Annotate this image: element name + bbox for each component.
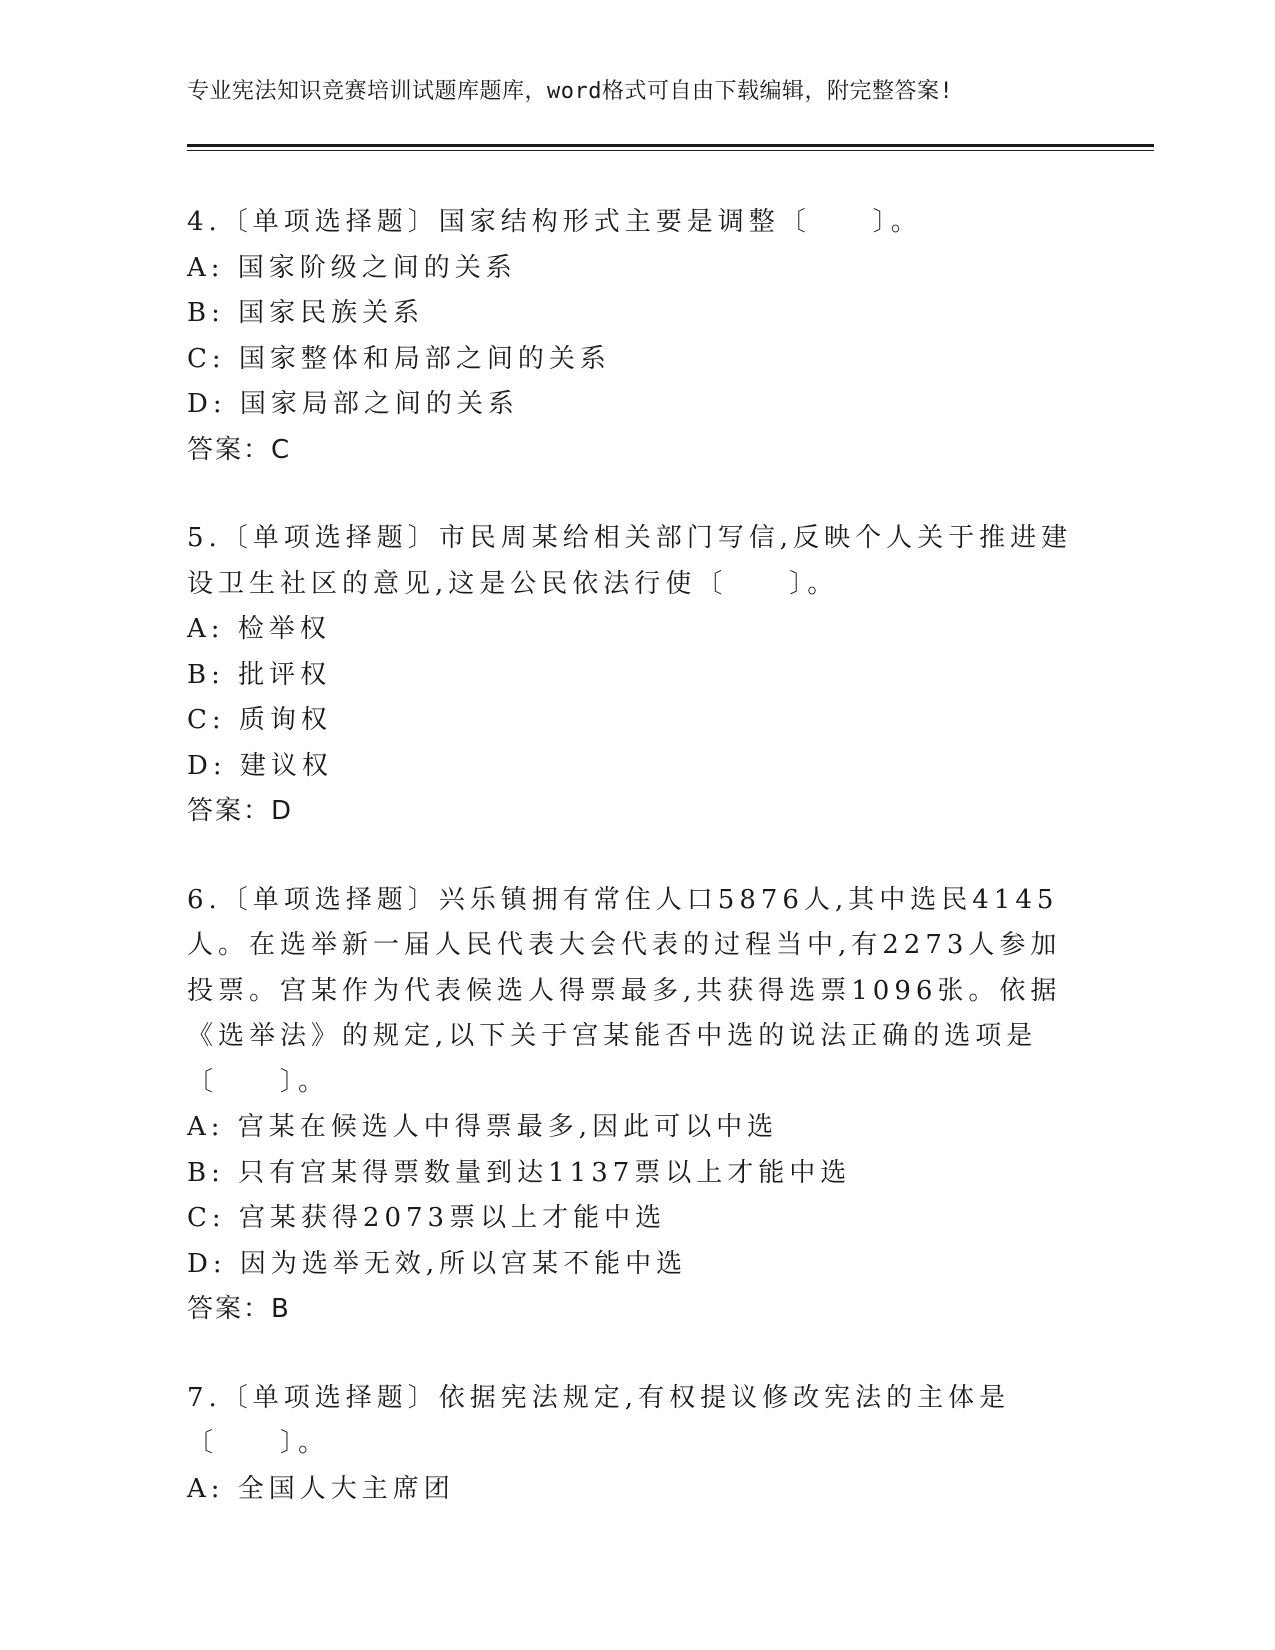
option-d: D: 建议权	[187, 750, 333, 781]
question-item	[187, 878, 1087, 1333]
question-answer: 答案：B	[187, 1294, 291, 1324]
question-stem: 7.〔单项选择题〕依据宪法规定,有权提议修改宪法的主体是〔 〕。	[187, 1382, 1011, 1458]
question-stem: 6.〔单项选择题〕兴乐镇拥有常住人口5876人,其中选民4145人。在选举新一届人民代表大会代表的过程当中,有2273人参加投票。宫某作为代表候选人得票最多,共获得选票1096张。依据《选举法》的规定,以下关于宫某能否中选的说法正确的选项是〔 〕。	[187, 884, 1062, 1097]
question-answer: 答案：C	[187, 434, 292, 465]
question-list	[187, 200, 1087, 1512]
option-d: D: 国家局部之间的关系	[187, 389, 519, 419]
option-c: C: 国家整体和局部之间的关系	[187, 343, 611, 374]
option-b: B: 国家民族关系	[187, 298, 425, 328]
question-answer: 答案：D	[187, 796, 294, 826]
question-item	[187, 516, 1087, 835]
question-item	[187, 1376, 1087, 1513]
option-d: D: 因为选举无效,所以宫某不能中选	[187, 1248, 688, 1279]
option-b: B: 只有宫某得票数量到达1137票以上才能中选	[187, 1157, 852, 1188]
option-a: A: 国家阶级之间的关系	[187, 252, 517, 283]
option-a: A: 全国人大主席团	[187, 1473, 455, 1504]
option-c: C: 宫某获得2073票以上才能中选	[187, 1203, 667, 1233]
question-stem: 4.〔单项选择题〕国家结构形式主要是调整〔 〕。	[187, 207, 922, 237]
option-b: B: 批评权	[187, 659, 332, 690]
question-item	[187, 200, 1087, 473]
header-divider-thick	[187, 144, 1154, 147]
option-a: A: 宫某在候选人中得票最多,因此可以中选	[187, 1112, 779, 1142]
page-header: 专业宪法知识竞赛培训试题库题库，word格式可自由下载编辑，附完整答案!	[187, 79, 954, 104]
question-stem: 5.〔单项选择题〕市民周某给相关部门写信,反映个人关于推进建设卫生社区的意见,这是公民依法行使〔 〕。	[187, 523, 1073, 599]
header-divider-thin	[187, 150, 1154, 151]
option-a: A: 检举权	[187, 614, 331, 644]
option-c: C: 质询权	[187, 705, 332, 735]
